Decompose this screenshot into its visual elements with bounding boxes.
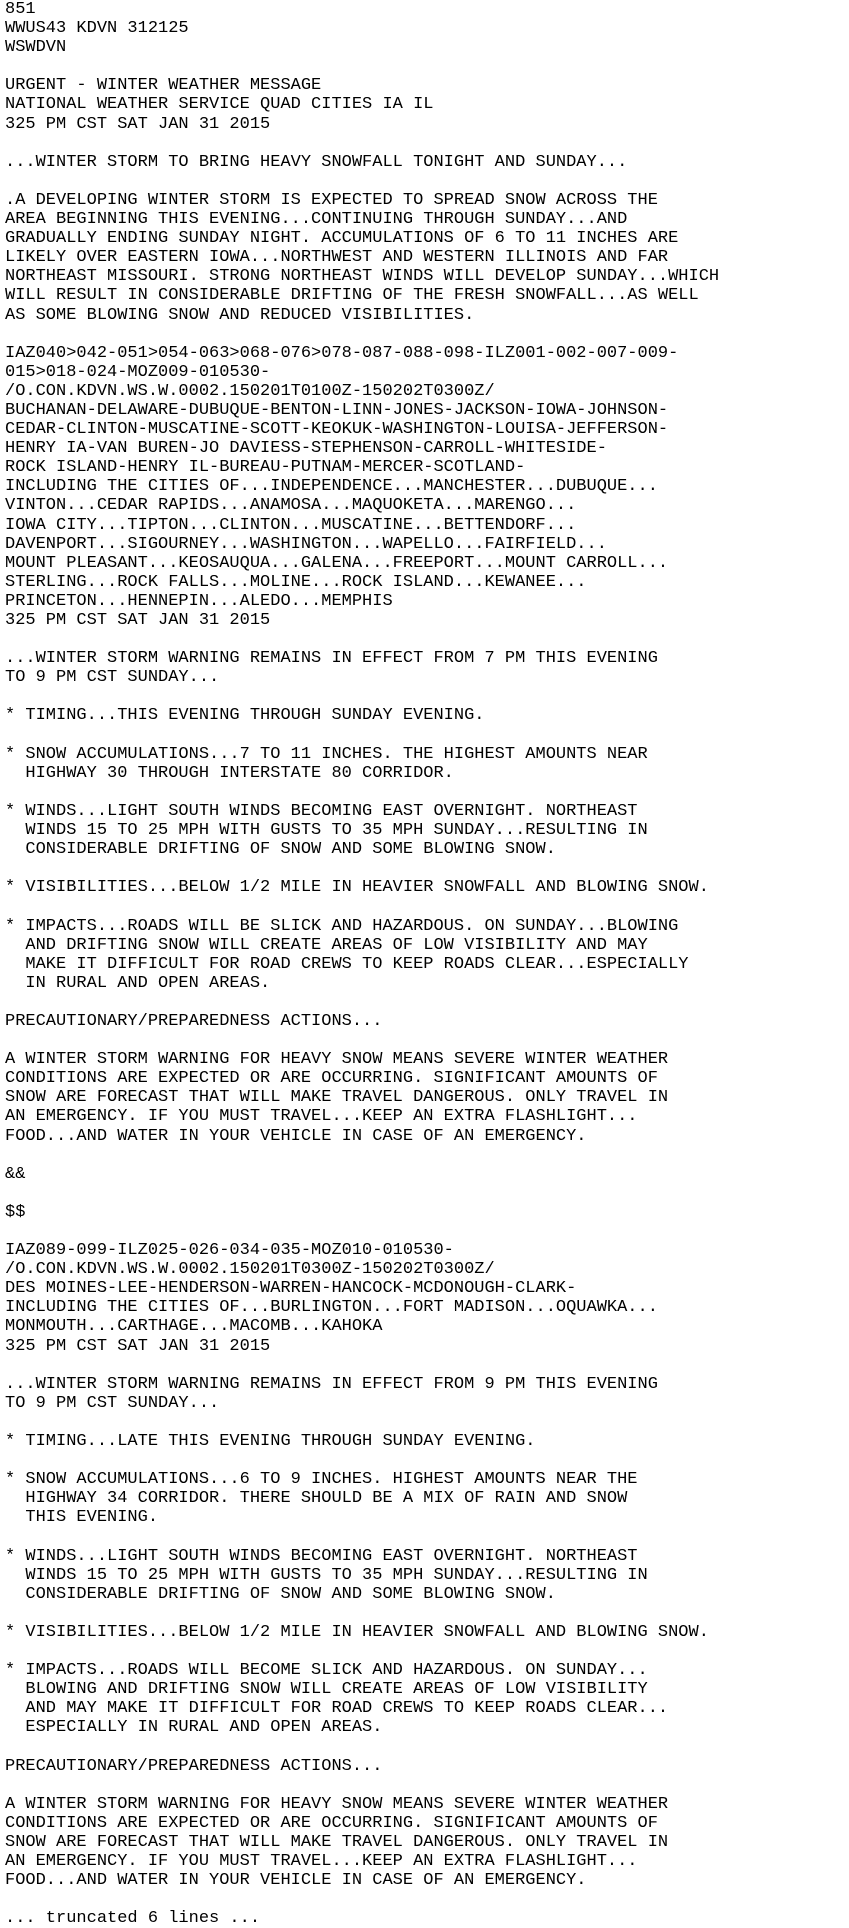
text-line: 325 PM CST SAT JAN 31 2015 bbox=[5, 611, 271, 630]
text-line: CONSIDERABLE DRIFTING OF SNOW AND SOME BLOWING SNOW. bbox=[5, 840, 556, 860]
text-line: BLOWING AND DRIFTING SNOW WILL CREATE AREAS OF LOW VISIBILITY bbox=[5, 1680, 648, 1700]
blank-line bbox=[5, 1222, 849, 1241]
text-line: CONDITIONS ARE EXPECTED OR ARE OCCURRING. SIGNIFICANT AMOUNTS OF bbox=[5, 1813, 658, 1833]
blank-line bbox=[5, 687, 849, 706]
text-line: * IMPACTS...ROADS WILL BECOME SLICK AND HAZARDOUS. ON SUNDAY... bbox=[5, 1661, 648, 1681]
text-line: * TIMING...LATE THIS EVENING THROUGH SUNDAY EVENING. bbox=[5, 1432, 536, 1452]
blank-line bbox=[5, 1776, 849, 1795]
text-line: * VISIBILITIES...BELOW 1/2 MILE IN HEAVIER SNOWFALL AND BLOWING SNOW. bbox=[5, 1622, 709, 1642]
blank-line bbox=[5, 1890, 849, 1909]
text-line: WWUS43 KDVN 312125 bbox=[5, 19, 189, 39]
text-line: MOUNT PLEASANT...KEOSAUQUA...GALENA...FREEPORT...MOUNT CARROLL... bbox=[5, 553, 669, 573]
blank-line bbox=[5, 172, 849, 191]
text-line: DAVENPORT...SIGOURNEY...WASHINGTON...WAPELLO...FAIRFIELD... bbox=[5, 534, 607, 554]
text-line: A WINTER STORM WARNING FOR HEAVY SNOW MEANS SEVERE WINTER WEATHER bbox=[5, 1050, 669, 1070]
text-line: WILL RESULT IN CONSIDERABLE DRIFTING OF THE FRESH SNOWFALL...AS WELL bbox=[5, 286, 699, 306]
text-line: FOOD...AND WATER IN YOUR VEHICLE IN CASE OF AN EMERGENCY. bbox=[5, 1126, 587, 1146]
text-line: ...WINTER STORM TO BRING HEAVY SNOWFALL TONIGHT AND SUNDAY... bbox=[5, 152, 628, 172]
text-line: $$ bbox=[5, 1202, 26, 1222]
text-line: A WINTER STORM WARNING FOR HEAVY SNOW MEANS SEVERE WINTER WEATHER bbox=[5, 1794, 669, 1814]
text-line: IAZ089-099-ILZ025-026-034-035-MOZ010-010530- bbox=[5, 1241, 454, 1261]
text-line: INCLUDING THE CITIES OF...INDEPENDENCE...MANCHESTER...DUBUQUE... bbox=[5, 477, 658, 497]
text-line: ESPECIALLY IN RURAL AND OPEN AREAS. bbox=[5, 1718, 383, 1738]
text-line: VINTON...CEDAR RAPIDS...ANAMOSA...MAQUOKETA...MARENGO... bbox=[5, 496, 577, 516]
blank-line bbox=[5, 783, 849, 802]
text-line: CONDITIONS ARE EXPECTED OR ARE OCCURRING. SIGNIFICANT AMOUNTS OF bbox=[5, 1069, 658, 1089]
text-line: HENRY IA-VAN BUREN-JO DAVIESS-STEPHENSON-CARROLL-WHITESIDE- bbox=[5, 439, 607, 459]
text-line: NORTHEAST MISSOURI. STRONG NORTHEAST WINDS WILL DEVELOP SUNDAY...WHICH bbox=[5, 267, 720, 287]
text-line: .A DEVELOPING WINTER STORM IS EXPECTED TO SPREAD SNOW ACROSS THE bbox=[5, 190, 658, 210]
text-line: SNOW ARE FORECAST THAT WILL MAKE TRAVEL DANGEROUS. ONLY TRAVEL IN bbox=[5, 1833, 669, 1852]
text-line: /O.CON.KDVN.WS.W.0002.150201T0300Z-150202T0300Z/ bbox=[5, 1260, 495, 1280]
text-line: * VISIBILITIES...BELOW 1/2 MILE IN HEAVIER SNOWFALL AND BLOWING SNOW. bbox=[5, 878, 709, 898]
blank-line bbox=[5, 57, 849, 76]
text-line: TO 9 PM CST SUNDAY... bbox=[5, 1393, 220, 1413]
text-line: 325 PM CST SAT JAN 31 2015 bbox=[5, 1336, 271, 1356]
text-line: * WINDS...LIGHT SOUTH WINDS BECOMING EAST OVERNIGHT. NORTHEAST bbox=[5, 801, 638, 821]
text-line: CEDAR-CLINTON-MUSCATINE-SCOTT-KEOKUK-WASHINGTON-LOUISA-JEFFERSON- bbox=[5, 420, 669, 440]
text-line: && bbox=[5, 1164, 26, 1184]
text-line: GRADUALLY ENDING SUNDAY NIGHT. ACCUMULATIONS OF 6 TO 11 INCHES ARE bbox=[5, 229, 679, 249]
text-line: LIKELY OVER EASTERN IOWA...NORTHWEST AND WESTERN ILLINOIS AND FAR bbox=[5, 248, 669, 268]
text-line: SNOW ARE FORECAST THAT WILL MAKE TRAVEL DANGEROUS. ONLY TRAVEL IN bbox=[5, 1088, 669, 1108]
text-line: /O.CON.KDVN.WS.W.0002.150201T0100Z-150202T0300Z/ bbox=[5, 381, 495, 401]
text-line: * TIMING...THIS EVENING THROUGH SUNDAY EVENING. bbox=[5, 706, 485, 726]
text-line: WINDS 15 TO 25 MPH WITH GUSTS TO 35 MPH SUNDAY...RESULTING IN bbox=[5, 821, 648, 841]
text-line: PRECAUTIONARY/PREPAREDNESS ACTIONS... bbox=[5, 1756, 383, 1776]
text-line: AND DRIFTING SNOW WILL CREATE AREAS OF LOW VISIBILITY AND MAY bbox=[5, 935, 648, 955]
text-line: AS SOME BLOWING SNOW AND REDUCED VISIBILITIES. bbox=[5, 305, 475, 325]
text-line: WINDS 15 TO 25 MPH WITH GUSTS TO 35 MPH SUNDAY...RESULTING IN bbox=[5, 1565, 648, 1585]
text-line: MAKE IT DIFFICULT FOR ROAD CREWS TO KEEP ROADS CLEAR...ESPECIALLY bbox=[5, 954, 689, 974]
blank-line bbox=[5, 1528, 849, 1547]
blank-line bbox=[5, 325, 849, 344]
text-line: NATIONAL WEATHER SERVICE QUAD CITIES IA IL bbox=[5, 95, 434, 115]
text-line: HIGHWAY 30 THROUGH INTERSTATE 80 CORRIDOR. bbox=[5, 763, 454, 783]
text-line: TO 9 PM CST SUNDAY... bbox=[5, 668, 220, 688]
text-line: CONSIDERABLE DRIFTING OF SNOW AND SOME BLOWING SNOW. bbox=[5, 1584, 556, 1604]
text-line: IAZ040>042-051>054-063>068-076>078-087-088-098-ILZ001-002-007-009- bbox=[5, 343, 679, 363]
text-line: ROCK ISLAND-HENRY IL-BUREAU-PUTNAM-MERCER-SCOTLAND- bbox=[5, 458, 526, 478]
blank-line bbox=[5, 1356, 849, 1375]
text-line: THIS EVENING. bbox=[5, 1508, 159, 1528]
text-line: AND MAY MAKE IT DIFFICULT FOR ROAD CREWS TO KEEP ROADS CLEAR... bbox=[5, 1699, 669, 1719]
text-line: 325 PM CST SAT JAN 31 2015 bbox=[5, 114, 271, 134]
text-line: WSWDVN bbox=[5, 38, 67, 58]
blank-line bbox=[5, 1184, 849, 1203]
text-line: 851 bbox=[5, 0, 36, 19]
blank-line bbox=[5, 1642, 849, 1661]
blank-line bbox=[5, 1031, 849, 1050]
text-line: MONMOUTH...CARTHAGE...MACOMB...KAHOKA bbox=[5, 1317, 383, 1337]
text-line: URGENT - WINTER WEATHER MESSAGE bbox=[5, 76, 322, 96]
blank-line bbox=[5, 993, 849, 1012]
text-line: ...WINTER STORM WARNING REMAINS IN EFFECT FROM 7 PM THIS EVENING bbox=[5, 649, 658, 669]
blank-line bbox=[5, 726, 849, 745]
text-line: AREA BEGINNING THIS EVENING...CONTINUING THROUGH SUNDAY...AND bbox=[5, 210, 628, 230]
text-line: * WINDS...LIGHT SOUTH WINDS BECOMING EAST OVERNIGHT. NORTHEAST bbox=[5, 1546, 638, 1566]
text-line: PRINCETON...HENNEPIN...ALEDO...MEMPHIS bbox=[5, 591, 393, 611]
text-line: AN EMERGENCY. IF YOU MUST TRAVEL...KEEP AN EXTRA FLASHLIGHT... bbox=[5, 1107, 638, 1127]
text-line: ...WINTER STORM WARNING REMAINS IN EFFECT FROM 9 PM THIS EVENING bbox=[5, 1374, 658, 1394]
text-line: * SNOW ACCUMULATIONS...7 TO 11 INCHES. THE HIGHEST AMOUNTS NEAR bbox=[5, 744, 648, 764]
text-line: AN EMERGENCY. IF YOU MUST TRAVEL...KEEP AN EXTRA FLASHLIGHT... bbox=[5, 1852, 638, 1872]
text-line: FOOD...AND WATER IN YOUR VEHICLE IN CASE OF AN EMERGENCY. bbox=[5, 1871, 587, 1891]
text-line: * SNOW ACCUMULATIONS...6 TO 9 INCHES. HIGHEST AMOUNTS NEAR THE bbox=[5, 1470, 638, 1490]
text-line: HIGHWAY 34 CORRIDOR. THERE SHOULD BE A MIX OF RAIN AND SNOW bbox=[5, 1489, 628, 1509]
text-line: IOWA CITY...TIPTON...CLINTON...MUSCATINE...BETTENDORF... bbox=[5, 515, 577, 535]
blank-line bbox=[5, 859, 849, 878]
blank-line bbox=[5, 1604, 849, 1623]
blank-line bbox=[5, 897, 849, 916]
blank-line bbox=[5, 1413, 849, 1432]
text-line: * IMPACTS...ROADS WILL BE SLICK AND HAZARDOUS. ON SUNDAY...BLOWING bbox=[5, 916, 679, 936]
blank-line bbox=[5, 134, 849, 153]
blank-line bbox=[5, 1451, 849, 1470]
blank-line bbox=[5, 1738, 849, 1757]
blank-line bbox=[5, 630, 849, 649]
blank-line bbox=[5, 1146, 849, 1165]
text-line: IN RURAL AND OPEN AREAS. bbox=[5, 973, 271, 993]
text-line: BUCHANAN-DELAWARE-DUBUQUE-BENTON-LINN-JONES-JACKSON-IOWA-JOHNSON- bbox=[5, 400, 669, 420]
text-line: 015>018-024-MOZ009-010530- bbox=[5, 362, 271, 382]
text-line: INCLUDING THE CITIES OF...BURLINGTON...FORT MADISON...OQUAWKA... bbox=[5, 1298, 658, 1318]
text-line: ... truncated 6 lines ... bbox=[5, 1909, 261, 1928]
text-line: DES MOINES-LEE-HENDERSON-WARREN-HANCOCK-MCDONOUGH-CLARK- bbox=[5, 1279, 577, 1299]
text-line: STERLING...ROCK FALLS...MOLINE...ROCK ISLAND...KEWANEE... bbox=[5, 572, 587, 592]
text-line: PRECAUTIONARY/PREPAREDNESS ACTIONS... bbox=[5, 1011, 383, 1031]
